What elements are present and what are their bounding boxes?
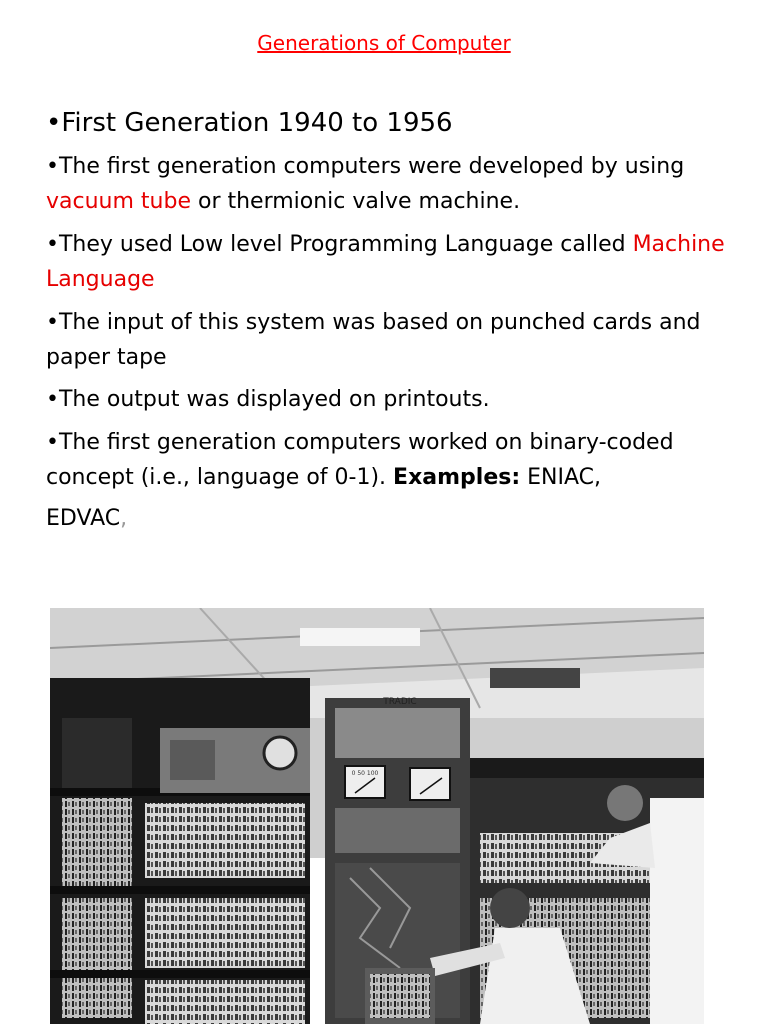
bullet-machine-language bbox=[46, 227, 736, 297]
bullet-binary bbox=[46, 425, 736, 536]
meter-dial bbox=[410, 768, 450, 800]
computer-room-photo bbox=[50, 608, 704, 1024]
tube-panel bbox=[145, 803, 305, 878]
page-title: Generations of Computer bbox=[257, 31, 511, 55]
highlight-vacuum-tube: vacuum tube bbox=[46, 189, 191, 214]
oscilloscope-screen bbox=[264, 737, 296, 769]
ceiling-light bbox=[300, 628, 420, 646]
bullet-input: •The input of this system was based on punched cards and paper tape bbox=[46, 310, 701, 370]
dial-scale: 0 50 100 bbox=[351, 770, 379, 777]
section-heading: •First Generation 1940 to 1956 bbox=[46, 108, 453, 138]
tube-panel bbox=[145, 980, 305, 1024]
machine-badge: TRADIC bbox=[383, 697, 417, 707]
computer-room-illustration bbox=[50, 608, 704, 1024]
kneeling-technician-head bbox=[490, 888, 530, 928]
technician-head bbox=[607, 785, 643, 821]
trailing-comma: , bbox=[120, 506, 128, 531]
bullet-text: •The first generation computers worked on binary-coded concept (i.e., language of 0-1). bbox=[46, 430, 674, 490]
bullet-text: •The first generation computers were developed by using bbox=[46, 154, 685, 179]
bullet-text: ENIAC, bbox=[520, 465, 601, 490]
examples-label: Examples: bbox=[393, 465, 521, 490]
highlight-machine-language: Machine Language bbox=[46, 232, 725, 292]
bullet-text: •They used Low level Programming Language called bbox=[46, 232, 633, 257]
bullet-output: •The output was displayed on printouts. bbox=[46, 387, 490, 412]
bullet-text: or thermionic valve machine. bbox=[190, 189, 521, 214]
bullet-vacuum-tube bbox=[46, 149, 736, 219]
tube-panel bbox=[145, 898, 305, 968]
standing-technician bbox=[650, 798, 704, 1024]
ceiling-vent bbox=[490, 668, 580, 688]
bullet-text: EDVAC bbox=[46, 506, 121, 531]
